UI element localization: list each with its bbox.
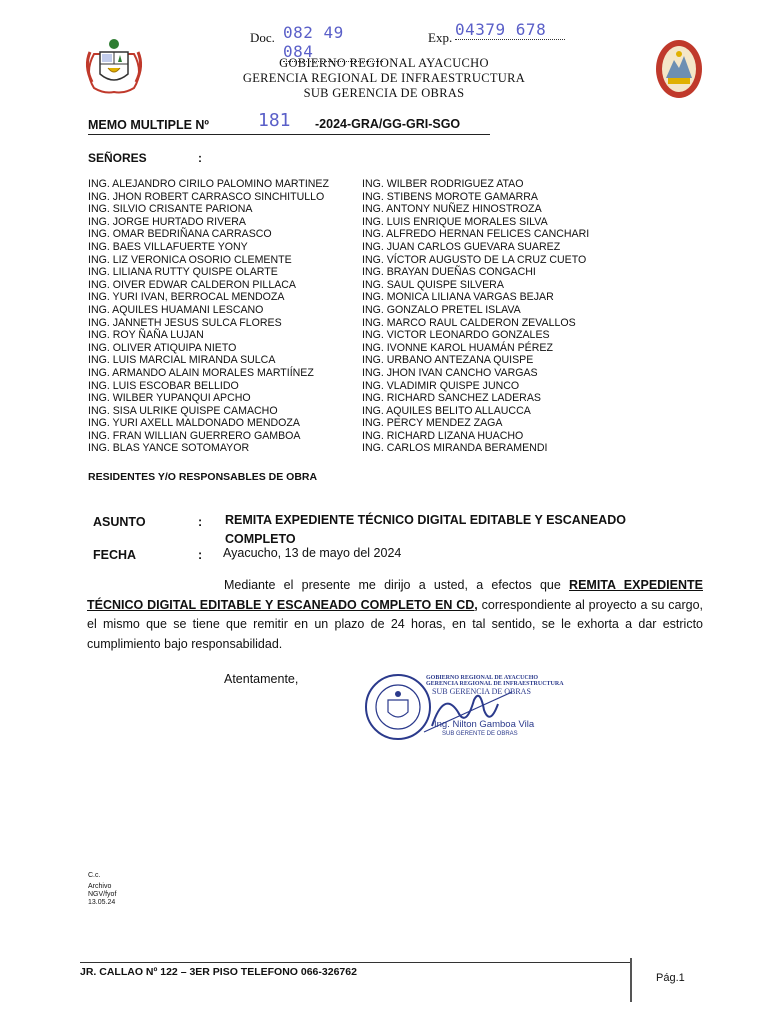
stamp-line-2: GERENCIA REGIONAL DE INFRAESTRUCTURA [426, 681, 564, 687]
recipient-item: ING. JANNETH JESUS SULCA FLORES [88, 316, 282, 329]
recipient-item: ING. YURI IVAN, BERROCAL MENDOZA [88, 291, 285, 304]
recipient-item: ING. SILVIO CRISANTE PARIONA [88, 203, 253, 216]
recipients-heading: SEÑORES [88, 151, 147, 165]
subject-label: ASUNTO [93, 515, 146, 529]
stamp-line-3: SUB GERENCIA DE OBRAS [432, 687, 531, 696]
closing: Atentamente, [224, 672, 299, 686]
cc-line: 13.05.24 [88, 899, 116, 906]
footer-address: JR. CALLAO Nº 122 – 3ER PISO TELEFONO 066-326762 [80, 966, 357, 978]
recipient-item: ING. JHON ROBERT CARRASCO SINCHITULLO [88, 190, 325, 203]
stamp-line-1: GOBIERNO REGIONAL DE AYACUCHO [426, 675, 539, 681]
recipients-column-1 [88, 178, 329, 455]
recipient-item: ING. IVONNE KAROL HUAMÁN PÉREZ [362, 341, 553, 354]
date-label: FECHA [93, 548, 137, 562]
header-line-1: GOBIERNO REGIONAL AYACUCHO [279, 56, 489, 70]
cc-line: NGV/fyof [88, 891, 117, 898]
recipient-item: ING. JORGE HURTADO RIVERA [88, 215, 246, 228]
recipient-item: ING. LIZ VERONICA OSORIO CLEMENTE [88, 253, 292, 266]
recipient-item: ING. BAES VILLAFUERTE YONY [88, 240, 248, 253]
recipient-item: ING. MONICA LILIANA VARGAS BEJAR [362, 291, 554, 304]
date-value: Ayacucho, 13 de mayo del 2024 [223, 546, 402, 560]
recipient-item: ING. JHON IVAN CANCHO VARGAS [362, 366, 538, 379]
page-number: Pág.1 [656, 972, 685, 984]
memo-label: MEMO MULTIPLE Nº [88, 118, 209, 132]
subject-colon: : [198, 515, 203, 529]
recipient-item: ING. RICHARD LIZANA HUACHO [362, 429, 524, 442]
recipient-item: ING. MARCO RAUL CALDERON ZEVALLOS [362, 316, 576, 329]
recipient-item: ING. PERCY MENDEZ ZAGA [362, 417, 503, 430]
signer-name: Ing. Nilton Gamboa Vila [434, 719, 535, 730]
memo-code: -2024-GRA/GG-GRI-SGO [315, 117, 461, 131]
recipients-colon: : [198, 151, 202, 165]
memo-number: 181 [258, 110, 291, 131]
body-text-part-2: correspondiente al proyecto a su cargo, el mismo que se tiene que remitir en un plazo de 24 horas, en tal sentido, se le exhorta a dar estricto cumplimiento bajo responsabilidad. [87, 597, 704, 651]
recipient-item: ING. GONZALO PRETEL ISLAVA [362, 303, 521, 316]
recipient-item: ING. VLADIMIR QUISPE JUNCO [362, 379, 520, 392]
recipient-item: ING. ALFREDO HERNAN FELICES CANCHARI [362, 228, 590, 241]
recipient-item: ING. SISA ULRIKE QUISPE CAMACHO [88, 404, 278, 417]
doc-number: 082 49 084 [283, 23, 383, 62]
recipient-item: ING. ROY ÑAÑA LUJAN [88, 329, 204, 342]
peru-coat-of-arms-icon [80, 32, 148, 100]
recipient-item: ING. LUIS ENRIQUE MORALES SILVA [362, 215, 548, 228]
cc-line: Archivo [88, 883, 112, 890]
recipients-footer: RESIDENTES Y/O RESPONSABLES DE OBRA [88, 471, 318, 483]
recipient-item: ING. LUIS ESCOBAR BELLIDO [88, 379, 239, 392]
recipient-item: ING. VÍCTOR AUGUSTO DE LA CRUZ CUETO [362, 253, 587, 266]
footer-vertical-divider [630, 958, 632, 1002]
header-line-3: SUB GERENCIA DE OBRAS [303, 86, 465, 100]
cc-line: C.c. [88, 872, 101, 879]
memo-underline [88, 134, 490, 135]
body-text-part-1: Mediante el presente me dirijo a usted, a efectos que [224, 578, 570, 592]
recipient-item: ING. OLIVER ATIQUIPA NIETO [88, 341, 237, 354]
exp-label: Exp. [428, 30, 453, 45]
footer-divider [80, 962, 630, 963]
recipient-item: ING. CARLOS MIRANDA BERAMENDI [362, 442, 548, 455]
recipient-item: ING. URBANO ANTEZANA QUISPE [362, 354, 534, 367]
recipient-item: ING. SAUL QUISPE SILVERA [362, 278, 504, 291]
signer-title: SUB GERENTE DE OBRAS [442, 731, 518, 737]
recipient-item: ING. BRAYAN DUEÑAS CONGACHI [362, 266, 536, 279]
recipient-item: ING. VICTOR LEONARDO GONZALES [362, 329, 550, 342]
body-paragraph [87, 576, 703, 654]
recipient-item: ING. FRAN WILLIAN GUERRERO GAMBOA [88, 429, 301, 442]
recipient-item: ING. WILBER RODRIGUEZ ATAO [362, 178, 524, 190]
recipient-item: ING. BLAS YANCE SOTOMAYOR [88, 442, 250, 455]
recipient-item: ING. AQUILES BELITO ALLAUCCA [362, 404, 531, 417]
header-line-2: GERENCIA REGIONAL DE INFRAESTRUCTURA [242, 71, 526, 85]
recipient-item: ING. OMAR BEDRIÑANA CARRASCO [88, 228, 272, 241]
subject-value: REMITA EXPEDIENTE TÉCNICO DIGITAL EDITABLE Y ESCANEADO COMPLETO [225, 513, 626, 546]
recipient-item: ING. WILBER YUPANQUI APCHO [88, 392, 251, 405]
recipient-item: ING. ALEJANDRO CIRILO PALOMINO MARTINEZ [88, 178, 329, 190]
date-colon: : [198, 548, 203, 562]
recipient-item: ING. LUIS MARCIAL MIRANDA SULCA [88, 354, 276, 367]
recipient-item: ING. ANTONY NUÑEZ HINOSTROZA [362, 203, 542, 216]
recipient-item: ING. OIVER EDWAR CALDERON PILLACA [88, 278, 296, 291]
recipient-item: ING. ARMANDO ALAIN MORALES MARTIÍNEZ [88, 366, 314, 379]
recipient-item: ING. STIBENS MOROTE GAMARRA [362, 190, 538, 203]
recipient-item: ING. YURI AXELL MALDONADO MENDOZA [88, 417, 300, 430]
recipient-item: ING. RICHARD SANCHEZ LADERAS [362, 392, 541, 405]
ayacucho-regional-seal-icon [654, 38, 704, 100]
recipient-item: ING. LILIANA RUTTY QUISPE OLARTE [88, 266, 278, 279]
recipient-item: ING. JUAN CARLOS GUEVARA SUAREZ [362, 240, 561, 253]
exp-number: 04379 678 [455, 20, 565, 40]
body-emphasis: REMITA EXPEDIENTE TÉCNICO DIGITAL EDITABLE Y ESCANEADO COMPLETO EN CD, [87, 578, 703, 612]
recipients-column-2 [362, 178, 589, 455]
doc-label: Doc. [250, 30, 275, 45]
recipient-item: ING. AQUILES HUAMANI LESCANO [88, 303, 264, 316]
